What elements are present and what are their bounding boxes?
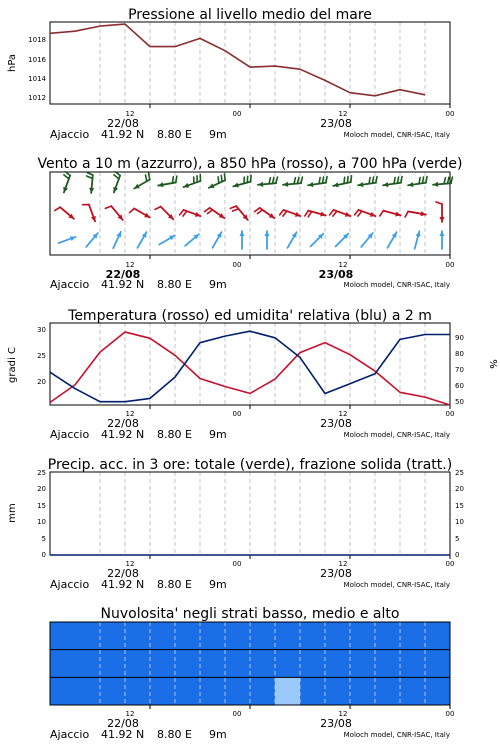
barb-feather xyxy=(426,177,427,183)
barb-feather xyxy=(105,206,111,208)
pressure-panel xyxy=(7,7,454,141)
x-tick-label: 12 xyxy=(338,261,348,269)
temperature-y-tick: 25 xyxy=(37,352,46,360)
day-label: 22/08 xyxy=(107,567,139,580)
wind-barb xyxy=(158,176,177,187)
precipitation-title: Precip. acc. in 3 ore: totale (verde), frazione solida (tratt.) xyxy=(47,457,453,473)
barb-head xyxy=(439,231,444,236)
cloud-cell-partial xyxy=(275,677,300,705)
day-label: 23/08 xyxy=(320,717,352,730)
x-tick-label: 12 xyxy=(125,710,135,718)
station-lat: 41.92 N xyxy=(101,728,145,741)
x-tick-label: 00 xyxy=(445,110,455,118)
model-credit: Moloch model, CNR-ISAC, Italy xyxy=(343,581,450,589)
wind-barb xyxy=(213,232,222,248)
x-tick-label: 00 xyxy=(232,110,242,118)
day-label: 23/08 xyxy=(320,417,352,430)
barb-head xyxy=(89,188,94,193)
x-tick-label: 00 xyxy=(232,560,242,568)
wind-title: Vento a 10 m (azzurro), a 850 hPa (rosso), a 700 hPa (verde) xyxy=(37,156,463,172)
wind-barb xyxy=(129,209,149,218)
wind-barb xyxy=(233,175,251,187)
temperature-y-label: gradi C xyxy=(7,347,18,383)
pressure-x-axis xyxy=(107,110,454,130)
barb-feather xyxy=(218,177,219,183)
x-tick-label: 12 xyxy=(338,410,348,418)
barb-feather xyxy=(380,211,383,216)
precipitation-y2-tick: 0 xyxy=(455,551,460,559)
barb-feather xyxy=(87,173,93,176)
humidity-y-tick: 90 xyxy=(455,334,464,342)
barb-feather xyxy=(333,211,337,216)
barb-feather xyxy=(221,175,222,181)
barb-feather xyxy=(397,177,398,183)
precipitation-y-tick: 15 xyxy=(37,502,46,510)
wind-barb xyxy=(134,173,150,188)
station-lon: 8.80 E xyxy=(157,128,192,141)
wind-barb xyxy=(405,211,426,217)
wind-barb xyxy=(311,234,324,247)
x-tick-label: 12 xyxy=(125,110,135,118)
barb-feather xyxy=(308,212,311,217)
wind-barb xyxy=(358,177,377,188)
precipitation-gridlines xyxy=(100,472,450,559)
barb-feather xyxy=(376,177,377,183)
x-tick-label: 12 xyxy=(338,560,348,568)
barb-feather xyxy=(180,210,184,215)
wind-barb xyxy=(255,208,275,218)
wind-barb xyxy=(361,233,373,247)
barb-feather xyxy=(419,178,420,184)
pressure-y-tick: 1012 xyxy=(28,94,46,102)
x-tick-label: 12 xyxy=(338,710,348,718)
pressure-y-tick: 1018 xyxy=(28,36,46,44)
barb-feather xyxy=(205,208,210,212)
pressure-y-tick: 1014 xyxy=(28,75,46,83)
barb-feather xyxy=(451,177,452,183)
barb-feather xyxy=(257,210,262,214)
wind-barb xyxy=(336,234,349,247)
barb-feather xyxy=(372,177,373,183)
barb-feather xyxy=(114,175,119,179)
day-label: 22/08 xyxy=(107,717,139,730)
wind-barb xyxy=(209,174,225,188)
barb-feather xyxy=(55,207,60,210)
wind-barb xyxy=(83,205,96,222)
wind-barb xyxy=(283,177,302,187)
station-lon: 8.80 E xyxy=(157,278,192,291)
station-info xyxy=(50,128,450,141)
humidity-y-tick: 60 xyxy=(455,382,464,390)
x-tick-label: 00 xyxy=(445,410,455,418)
station-info xyxy=(50,728,450,741)
barb-feather xyxy=(347,177,348,183)
x-tick-label: 12 xyxy=(338,110,348,118)
wind-barb xyxy=(355,210,376,217)
station-info xyxy=(50,278,450,291)
barb-feather xyxy=(344,177,345,183)
station-lat: 41.92 N xyxy=(101,278,145,291)
station-info xyxy=(50,578,450,591)
barb-feather xyxy=(172,177,173,183)
humidity-y-tick: 70 xyxy=(455,366,464,374)
pressure-y-tick: 1016 xyxy=(28,56,46,64)
cloud-title: Nuvolosita' negli strati basso, medio e alto xyxy=(100,606,400,622)
precipitation-y-label: mm xyxy=(7,503,18,523)
station-lon: 8.80 E xyxy=(157,578,192,591)
barb-feather xyxy=(87,176,93,179)
station-name: Ajaccio xyxy=(50,578,90,591)
barb-feather xyxy=(394,178,395,184)
precipitation-y-tick: 25 xyxy=(37,469,46,477)
barb-feather xyxy=(326,177,327,183)
pressure-series xyxy=(50,24,425,96)
barb-feather xyxy=(330,210,334,215)
barb-head xyxy=(258,182,263,187)
cloud-panel xyxy=(50,606,454,741)
wind-barb xyxy=(205,208,225,218)
station-lat: 41.92 N xyxy=(101,578,145,591)
model-credit: Moloch model, CNR-ISAC, Italy xyxy=(343,131,450,139)
barb-feather xyxy=(129,209,134,213)
station-name: Ajaccio xyxy=(50,428,90,441)
station-elevation: 9m xyxy=(209,578,227,591)
x-tick-label: 00 xyxy=(232,261,242,269)
wind-panel xyxy=(37,156,462,291)
station-lon: 8.80 E xyxy=(157,728,192,741)
model-credit: Moloch model, CNR-ISAC, Italy xyxy=(343,431,450,439)
barb-feather xyxy=(255,208,260,212)
station-elevation: 9m xyxy=(209,128,227,141)
station-lat: 41.92 N xyxy=(101,128,145,141)
station-elevation: 9m xyxy=(209,278,227,291)
station-lat: 41.92 N xyxy=(101,428,145,441)
wind-barb xyxy=(288,232,297,248)
barb-head xyxy=(239,231,244,236)
wind-barb xyxy=(308,177,327,188)
barb-feather xyxy=(230,206,236,208)
precipitation-y2-tick: 5 xyxy=(455,535,460,543)
x-tick-label: 00 xyxy=(445,710,455,718)
precipitation-y2-tick: 10 xyxy=(455,518,464,526)
barb-feather xyxy=(64,175,69,179)
station-elevation: 9m xyxy=(209,428,227,441)
wind-barb xyxy=(380,211,401,217)
barb-feather xyxy=(401,177,402,183)
model-credit: Moloch model, CNR-ISAC, Italy xyxy=(343,731,450,739)
barb-feather xyxy=(351,176,352,182)
wind-barb xyxy=(86,233,98,247)
temperature-title: Temperatura (rosso) ed umidita' relativa (blu) a 2 m xyxy=(68,308,432,324)
barb-feather xyxy=(369,178,370,184)
wind-barb xyxy=(63,172,70,193)
day-label: 22/08 xyxy=(105,268,141,281)
precipitation-y-tick: 0 xyxy=(41,551,46,559)
barb-feather xyxy=(224,174,225,180)
wind-barb xyxy=(105,206,122,220)
precipitation-x-axis xyxy=(107,560,454,580)
barb-feather xyxy=(355,210,359,215)
precipitation-y-tick: 10 xyxy=(37,518,46,526)
barb-head xyxy=(283,182,288,187)
station-lon: 8.80 E xyxy=(157,428,192,441)
wind-barb xyxy=(180,210,201,217)
x-tick-label: 12 xyxy=(125,261,135,269)
temperature-x-axis xyxy=(107,410,454,430)
day-label: 23/08 xyxy=(320,117,352,130)
precipitation-y-tick: 20 xyxy=(37,485,46,493)
wind-barb xyxy=(185,234,199,246)
precipitation-y-tick: 5 xyxy=(41,535,46,543)
wind-barb xyxy=(184,175,201,188)
barb-feather xyxy=(183,211,187,216)
barb-feather xyxy=(422,177,423,183)
barb-feather xyxy=(319,178,320,184)
wind-barb xyxy=(408,177,427,188)
wind-barb xyxy=(59,236,76,243)
barb-feather xyxy=(155,207,161,210)
pressure-line xyxy=(50,24,425,96)
wind-barb xyxy=(239,231,244,249)
wind-barb xyxy=(439,231,444,249)
wind-barbs xyxy=(55,172,453,249)
wind-barb xyxy=(333,176,351,188)
barb-feather xyxy=(405,211,408,217)
x-tick-label: 12 xyxy=(125,560,135,568)
wind-barb xyxy=(87,173,95,193)
wind-barb xyxy=(138,232,147,248)
pressure-gridlines xyxy=(100,22,450,108)
station-info xyxy=(50,428,450,441)
precipitation-y2-tick: 25 xyxy=(455,469,464,477)
x-tick-label: 00 xyxy=(232,710,242,718)
barb-feather xyxy=(233,209,239,211)
temperature-panel xyxy=(7,308,498,441)
station-elevation: 9m xyxy=(209,728,227,741)
day-label: 23/08 xyxy=(320,567,352,580)
wind-barb xyxy=(436,202,445,222)
barb-feather xyxy=(322,177,323,183)
pressure-y-label: hPa xyxy=(7,53,18,73)
wind-barb xyxy=(230,206,247,220)
x-tick-label: 12 xyxy=(125,410,135,418)
x-tick-label: 00 xyxy=(445,261,455,269)
x-tick-label: 00 xyxy=(445,560,455,568)
temperature-y-tick: 30 xyxy=(37,326,46,334)
barb-feather xyxy=(207,210,212,214)
wind-barb xyxy=(258,177,277,187)
temperature-y-tick: 20 xyxy=(37,378,46,386)
model-credit: Moloch model, CNR-ISAC, Italy xyxy=(343,281,450,289)
wind-barb xyxy=(305,211,326,217)
wind-barb xyxy=(55,207,74,219)
barb-head xyxy=(439,217,444,222)
barb-feather xyxy=(145,175,146,181)
barb-feather xyxy=(276,177,277,183)
barb-feather xyxy=(305,211,308,216)
cloud-x-axis xyxy=(107,710,454,730)
humidity-y-tick: 80 xyxy=(455,350,464,358)
station-name: Ajaccio xyxy=(50,728,90,741)
wind-barb xyxy=(388,232,397,248)
station-name: Ajaccio xyxy=(50,278,90,291)
barb-feather xyxy=(436,202,442,204)
day-label: 22/08 xyxy=(107,117,139,130)
wind-barb xyxy=(159,236,175,245)
pressure-title: Pressione al livello medio del mare xyxy=(128,7,372,23)
day-label: 22/08 xyxy=(107,417,139,430)
precipitation-panel xyxy=(7,457,464,591)
wind-barb xyxy=(415,231,421,248)
humidity-y-label: % xyxy=(487,359,498,369)
precipitation-y2-tick: 20 xyxy=(455,485,464,493)
barb-head xyxy=(433,182,438,187)
wind-barb xyxy=(113,232,121,248)
wind-barb xyxy=(383,177,402,188)
station-name: Ajaccio xyxy=(50,128,90,141)
barb-feather xyxy=(280,210,284,215)
precipitation-y2-tick: 15 xyxy=(455,502,464,510)
day-label: 23/08 xyxy=(318,268,354,281)
humidity-y-tick: 50 xyxy=(455,398,464,406)
wind-barb xyxy=(264,231,269,249)
wind-barb xyxy=(280,210,301,217)
wind-barb xyxy=(113,172,120,193)
x-tick-label: 00 xyxy=(232,410,242,418)
barb-head xyxy=(264,231,269,236)
wind-barb xyxy=(330,210,351,217)
barb-feather xyxy=(301,177,302,183)
barb-feather xyxy=(358,211,362,216)
wind-barb xyxy=(155,207,173,220)
barb-feather xyxy=(176,176,177,182)
barb-feather xyxy=(283,211,287,216)
